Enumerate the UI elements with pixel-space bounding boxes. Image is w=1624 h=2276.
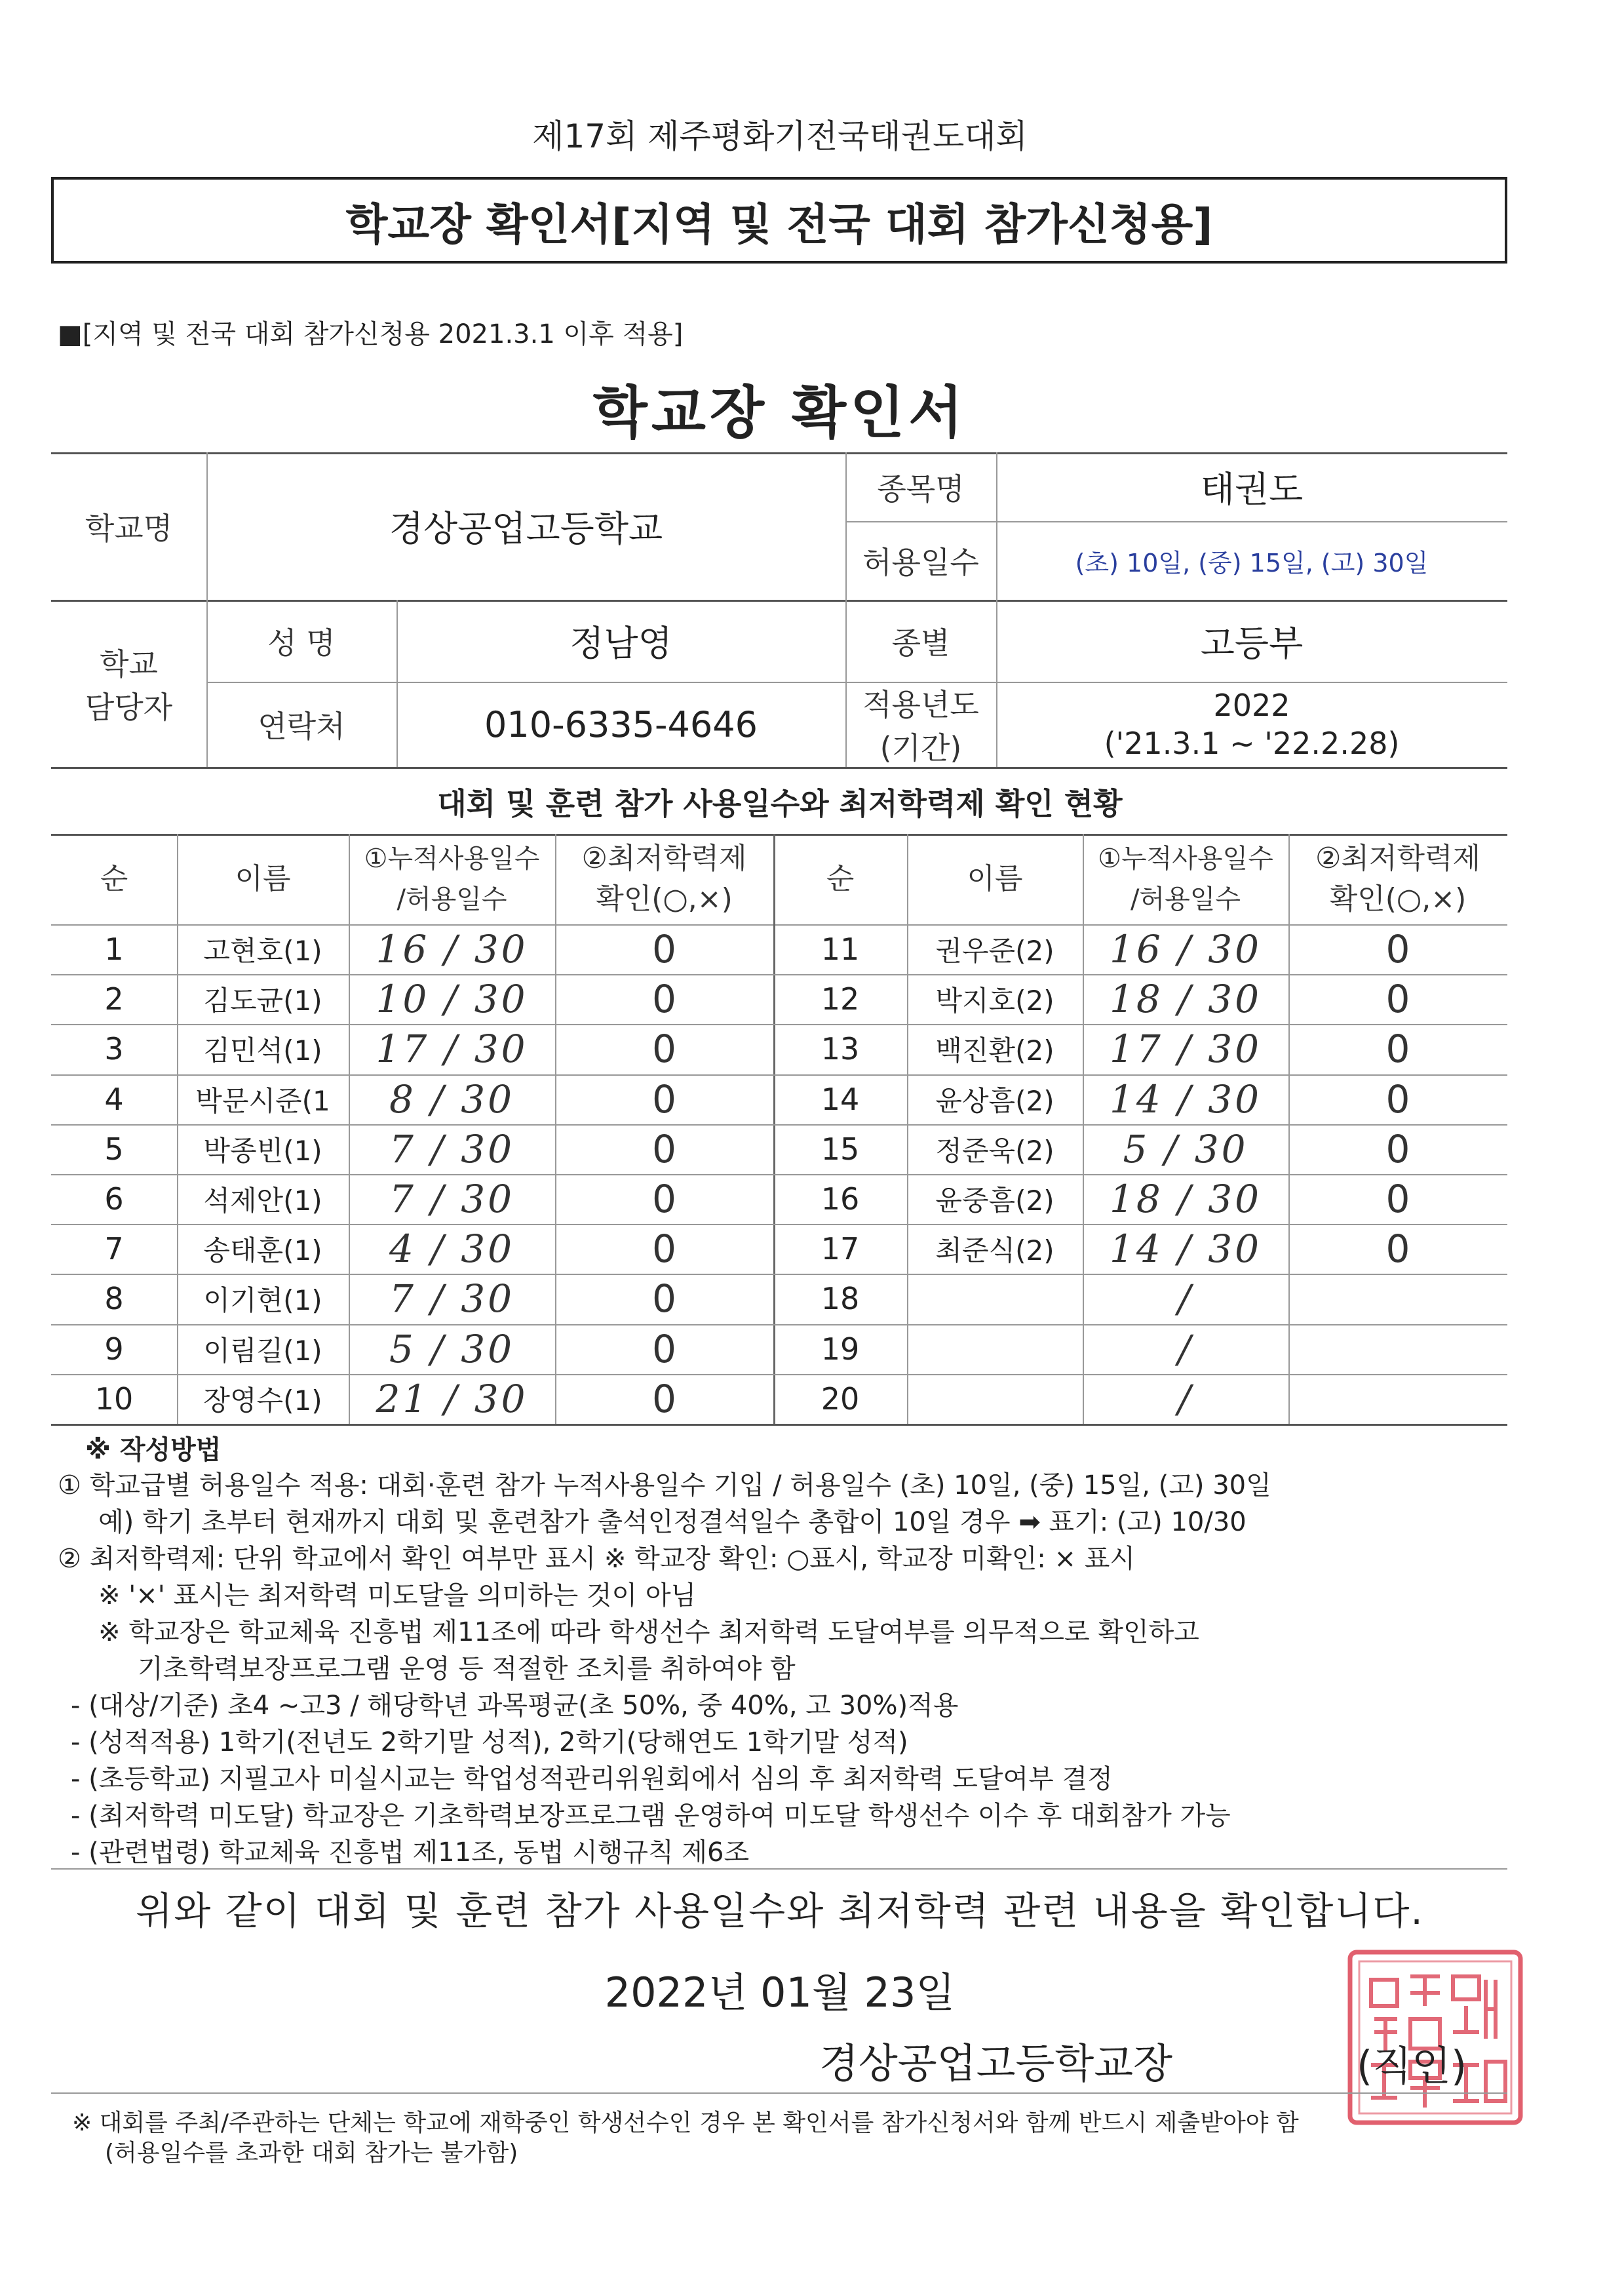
- header-academic-right: ②최저학력제 확인(○,×): [1315, 842, 1480, 916]
- academic-check: [1288, 1324, 1507, 1374]
- confirmation-statement: 위와 같이 대회 및 훈련 참가 사용일수와 최저학력 관련 내용을 확인합니다.: [136, 1889, 1424, 1933]
- instructions-title: ※ 작성방법: [85, 1435, 222, 1465]
- row-number: 20: [821, 1381, 860, 1417]
- academic-check: 0: [652, 927, 676, 972]
- student-name: 김도균(1): [203, 985, 322, 1017]
- instruction-line-3: ② 최저학력제: 단위 학교에서 확인 여부만 표시 ※ 학교장 확인: ○표시, 학교장 미확인: × 표시: [58, 1544, 1136, 1574]
- row-number: 5: [104, 1131, 124, 1167]
- division-value: 고등부: [1200, 623, 1304, 664]
- name-label: 성 명: [267, 625, 336, 661]
- applicability-note: ■[지역 및 전국 대회 참가신청용 2021.3.1 이후 적용]: [58, 319, 684, 349]
- footer-note: ※ 대회를 주최/주관하는 단체는 학교에 재학중인 학생선수인 경우 본 확인서를 참가신청서와 함께 반드시 제출받아야 함: [72, 2109, 1299, 2136]
- usage-days: 16 / 30: [376, 927, 528, 972]
- academic-check: 0: [652, 1027, 676, 1072]
- student-name: [907, 1374, 1083, 1424]
- row-number: 13: [821, 1031, 860, 1067]
- row-number: 9: [104, 1331, 124, 1367]
- student-name: 장영수(1): [203, 1384, 322, 1417]
- header-academic-left: ②최저학력제 확인(○,×): [581, 842, 747, 916]
- instruction-line-6: 기초학력보장프로그램 운영 등 적절한 조치를 취하여야 함: [138, 1654, 796, 1684]
- academic-check: 0: [652, 1076, 676, 1122]
- instruction-line-2: 예) 학기 초부터 현재까지 대회 및 훈련참가 출석인정결석일수 총합이 10일 경우 ➡ 표기: (고) 10/30: [98, 1507, 1247, 1537]
- usage-days: 5 / 30: [1123, 1126, 1248, 1171]
- row-number: 17: [821, 1231, 860, 1267]
- header-name-left: 이름: [235, 862, 291, 895]
- instruction-line-11: - (관련법령) 학교체육 진흥법 제11조, 동법 시행규칙 제6조: [71, 1837, 750, 1868]
- header-no-left: 순: [100, 862, 128, 895]
- allowed-days-value: (초) 10일, (중) 15일, (고) 30일: [1075, 548, 1429, 578]
- academic-check: 0: [652, 1177, 676, 1222]
- student-name: 김민석(1): [203, 1034, 322, 1067]
- confirmation-date: 2022년 01월 23일: [604, 1969, 956, 2016]
- form-title: 학교장 확인서[지역 및 전국 대회 참가신청용]: [51, 177, 1507, 264]
- phone-value: 010-6335-4646: [484, 703, 758, 745]
- contact-person-label: 학교 담당자: [85, 646, 173, 725]
- row-number: 11: [821, 932, 860, 968]
- row-number: 4: [104, 1081, 124, 1117]
- student-name: [907, 1274, 1083, 1324]
- academic-check: 0: [652, 1376, 676, 1421]
- row-number: 1: [104, 932, 124, 968]
- school-name-label: 학교명: [85, 510, 173, 546]
- academic-check: 0: [1385, 1126, 1410, 1171]
- academic-check: 0: [652, 1126, 676, 1171]
- principal-name: 경상공업고등학교장: [819, 2039, 1173, 2087]
- academic-check: 0: [652, 977, 676, 1022]
- school-name-value: 경상공업고등학교: [389, 508, 663, 549]
- header-days-left: ①누적사용일수 /허용일수: [364, 844, 540, 914]
- footer-note-2: (허용일수를 초과한 대회 참가는 불가함): [105, 2140, 518, 2167]
- instruction-line-1: ① 학교급별 허용일수 적용: 대회·훈련 참가 누적사용일수 기입 / 허용일수 (초) 10일, (중) 15일, (고) 30일: [58, 1470, 1271, 1501]
- instruction-line-8: - (성적적용) 1학기(전년도 2학기말 성적), 2학기(당해연도 1학기말 성적): [71, 1727, 908, 1757]
- usage-days: 4 / 30: [389, 1226, 515, 1272]
- page-title: 학교장 확인서: [592, 380, 967, 446]
- division-label: 종별: [891, 625, 950, 661]
- sport-label: 종목명: [877, 471, 965, 507]
- academic-check: 0: [652, 1276, 676, 1322]
- student-name: 고현호(1): [203, 935, 322, 968]
- student-name: 이림길(1): [203, 1334, 322, 1367]
- header-days-right: ①누적사용일수 /허용일수: [1098, 844, 1273, 914]
- row-number: 16: [821, 1181, 860, 1217]
- usage-days: 5 / 30: [389, 1326, 515, 1371]
- academic-check: 0: [1385, 1076, 1410, 1122]
- usage-days: 16 / 30: [1109, 927, 1262, 972]
- usage-days: 18 / 30: [1109, 1177, 1262, 1222]
- year-value: 2022 ('21.3.1 ~ '22.2.28): [1104, 688, 1400, 761]
- academic-check: 0: [652, 1226, 676, 1272]
- instruction-line-7: - (대상/기준) 초4 ~고3 / 해당학년 과목평균(초 50%, 중 40%, 고 30%)적용: [71, 1691, 959, 1721]
- row-number: 8: [104, 1281, 124, 1317]
- row-number: 12: [821, 981, 860, 1017]
- student-name: 정준욱(2): [935, 1134, 1054, 1167]
- contact-name-value: 정남영: [570, 623, 672, 664]
- row-number: 7: [104, 1231, 124, 1267]
- row-number: 6: [104, 1181, 124, 1217]
- academic-check: 0: [1385, 927, 1410, 972]
- usage-days: 17 / 30: [1109, 1027, 1262, 1072]
- usage-days: /: [1178, 1326, 1193, 1371]
- row-number: 18: [821, 1281, 860, 1317]
- usage-days: 14 / 30: [1109, 1076, 1262, 1122]
- row-number: 3: [104, 1031, 124, 1067]
- usage-days: /: [1178, 1276, 1193, 1322]
- student-name: 권우준(2): [935, 935, 1054, 968]
- phone-label: 연락처: [258, 709, 345, 744]
- academic-check: 0: [1385, 1027, 1410, 1072]
- student-name: 박종빈(1): [203, 1134, 322, 1167]
- usage-days: 7 / 30: [389, 1276, 515, 1322]
- academic-check: 0: [1385, 1226, 1410, 1272]
- table-title: 대회 및 훈련 참가 사용일수와 최저학력제 확인 현황: [437, 786, 1123, 821]
- instruction-line-10: - (최저학력 미도달) 학교장은 기초학력보장프로그램 운영하여 미도달 학생선수 이수 후 대회참가 가능: [71, 1801, 1231, 1831]
- student-name: 윤상흠(2): [935, 1084, 1054, 1117]
- row-number: 19: [821, 1331, 860, 1367]
- row-number: 14: [821, 1081, 860, 1117]
- event-title: 제17회 제주평화기전국태권도대회: [532, 117, 1028, 155]
- usage-days: 10 / 30: [376, 977, 528, 1022]
- instruction-line-9: - (초등학교) 지필고사 미실시교는 학업성적관리위원회에서 심의 후 최저학력 도달여부 결정: [71, 1764, 1113, 1794]
- row-number: 10: [94, 1381, 134, 1417]
- usage-days: 8 / 30: [389, 1076, 515, 1122]
- year-label: 적용년도 (기간): [862, 687, 979, 766]
- seal-label: (직인): [1357, 2042, 1467, 2090]
- usage-days: 7 / 30: [389, 1177, 515, 1222]
- usage-days: 7 / 30: [389, 1126, 515, 1171]
- student-name: 백진환(2): [935, 1034, 1054, 1067]
- header-name-right: 이름: [967, 862, 1023, 895]
- student-name: [907, 1324, 1083, 1374]
- academic-check: 0: [652, 1326, 676, 1371]
- usage-days: /: [1178, 1376, 1193, 1421]
- instruction-line-5: ※ 학교장은 학교체육 진흥법 제11조에 따라 학생선수 최저학력 도달여부를 의무적으로 확인하고: [98, 1617, 1199, 1647]
- usage-days: 17 / 30: [376, 1027, 528, 1072]
- student-name: 윤중흠(2): [935, 1185, 1054, 1217]
- academic-check: [1288, 1374, 1507, 1424]
- allowed-days-label: 허용일수: [862, 545, 979, 580]
- usage-days: 14 / 30: [1109, 1226, 1262, 1272]
- instruction-line-4: ※ '×' 표시는 최저학력 미도달을 의미하는 것이 아님: [98, 1580, 697, 1611]
- student-name: 최준식(2): [935, 1234, 1054, 1267]
- header-no-right: 순: [826, 862, 855, 895]
- student-name: 박지호(2): [935, 985, 1054, 1017]
- student-name: 석제안(1): [203, 1185, 322, 1217]
- sport-value: 태권도: [1200, 469, 1304, 510]
- usage-days: 18 / 30: [1109, 977, 1262, 1022]
- row-number: 15: [821, 1131, 860, 1167]
- academic-check: 0: [1385, 977, 1410, 1022]
- academic-check: 0: [1385, 1177, 1410, 1222]
- row-number: 2: [104, 981, 124, 1017]
- usage-days: 21 / 30: [376, 1376, 528, 1421]
- academic-check: [1288, 1274, 1507, 1324]
- student-name: 이기현(1): [203, 1284, 322, 1317]
- student-name: 박문시준(1: [195, 1084, 330, 1117]
- student-name: 송태훈(1): [203, 1234, 322, 1267]
